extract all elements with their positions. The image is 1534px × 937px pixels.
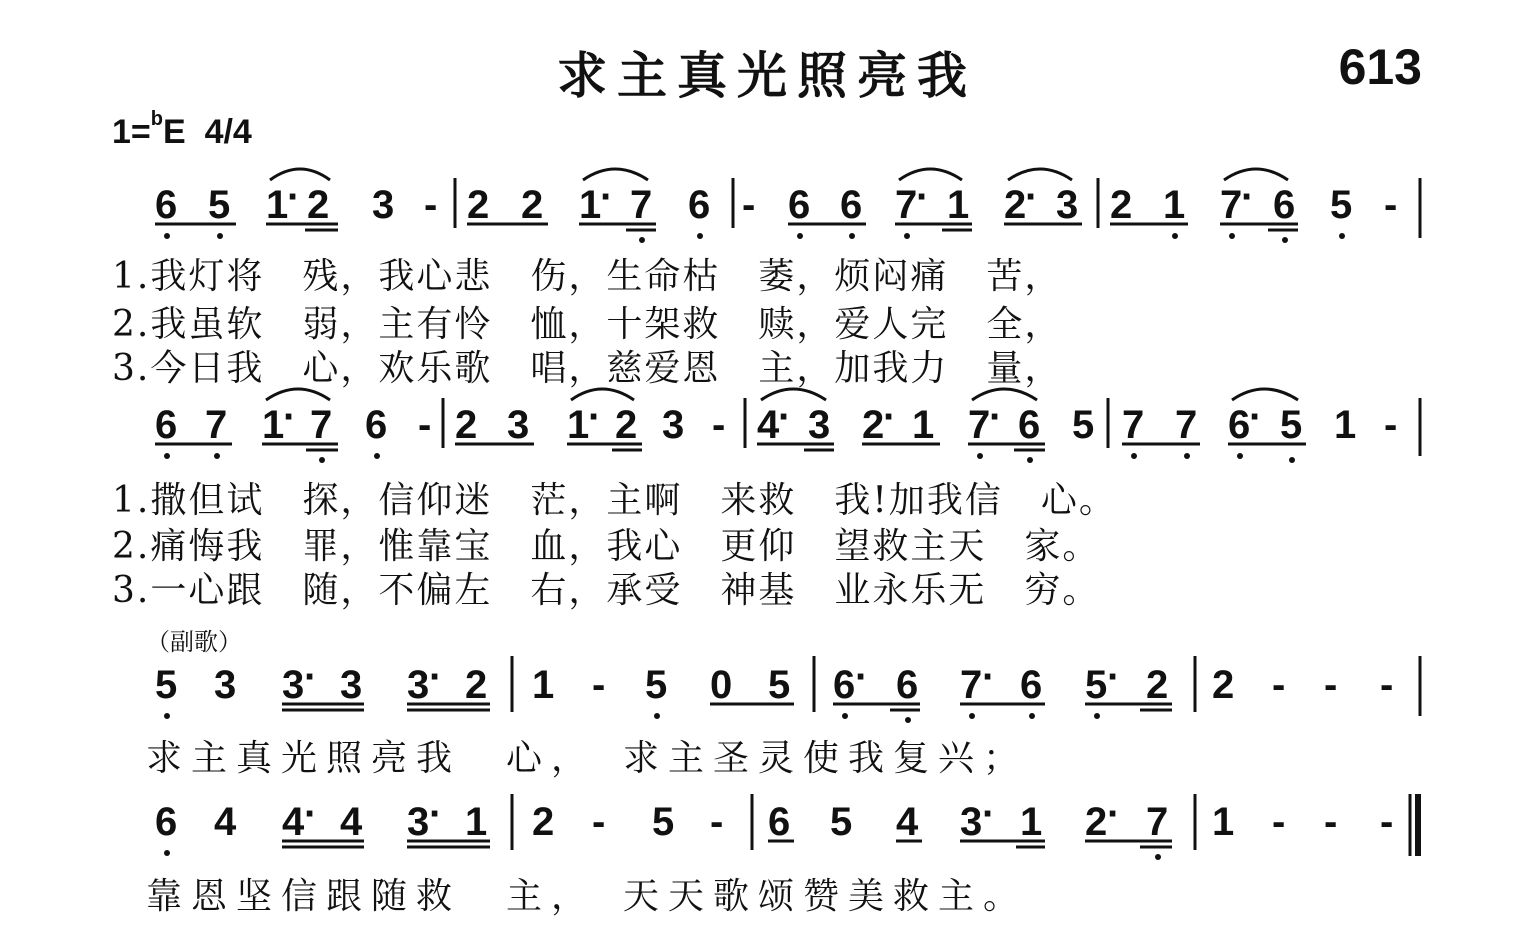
svg-text:7: 7: [1146, 800, 1169, 844]
svg-text:6: 6: [155, 183, 178, 227]
svg-text:·: ·: [429, 792, 443, 836]
svg-text:4: 4: [896, 800, 919, 844]
svg-text:4: 4: [340, 800, 363, 844]
svg-text:2: 2: [862, 403, 885, 447]
svg-text:5: 5: [768, 663, 791, 707]
notation-row-2: [155, 389, 1420, 463]
svg-text:6: 6: [155, 800, 178, 844]
meter: 4/4: [204, 113, 252, 151]
svg-text:7: 7: [310, 403, 333, 447]
notation-row-1: [155, 169, 1420, 243]
svg-text:2: 2: [467, 183, 490, 227]
svg-text:6: 6: [1018, 403, 1041, 447]
svg-text:2: 2: [615, 403, 638, 447]
svg-text:-: -: [1272, 663, 1286, 707]
svg-text:1: 1: [1163, 183, 1186, 227]
svg-text:·: ·: [1241, 175, 1255, 219]
svg-text:·: ·: [283, 395, 297, 439]
svg-text:-: -: [592, 800, 606, 844]
svg-text:7: 7: [1220, 183, 1243, 227]
svg-text:·: ·: [989, 395, 1003, 439]
svg-text:3: 3: [214, 663, 237, 707]
svg-text:3: 3: [808, 403, 831, 447]
svg-text:3: 3: [340, 663, 363, 707]
svg-text:4: 4: [214, 800, 237, 844]
svg-text:·: ·: [304, 792, 318, 836]
svg-text:6: 6: [788, 183, 811, 227]
svg-text:7: 7: [1175, 403, 1198, 447]
verse-lyric-3a: 3.今日我 心，欢乐歌 唱，慈爱恩 主，加我力 量，: [112, 348, 1063, 389]
svg-text:·: ·: [1107, 655, 1121, 699]
svg-text:6: 6: [1020, 663, 1043, 707]
notation-row-3: [155, 655, 1420, 723]
key-note: E: [162, 113, 186, 151]
svg-text:·: ·: [982, 655, 996, 699]
svg-text:·: ·: [304, 655, 318, 699]
svg-text:2: 2: [1004, 183, 1027, 227]
chorus-lyric-2: 靠恩坚信跟随救 主， 天天歌颂赞美救主。: [146, 876, 1029, 917]
svg-text:7: 7: [968, 403, 991, 447]
svg-text:1: 1: [532, 663, 555, 707]
svg-text:·: ·: [1249, 395, 1263, 439]
svg-text:1: 1: [1020, 800, 1043, 844]
svg-text:·: ·: [600, 175, 614, 219]
svg-text:5: 5: [1330, 183, 1353, 227]
svg-text:6: 6: [155, 403, 178, 447]
svg-text:3: 3: [960, 800, 983, 844]
svg-text:-: -: [1384, 183, 1398, 227]
svg-text:1: 1: [262, 403, 285, 447]
svg-text:1: 1: [1212, 800, 1235, 844]
svg-text:5: 5: [1072, 403, 1095, 447]
svg-text:5: 5: [830, 800, 853, 844]
svg-text:7: 7: [895, 183, 918, 227]
svg-text:1: 1: [266, 183, 289, 227]
svg-text:5: 5: [208, 183, 231, 227]
svg-text:6: 6: [365, 403, 388, 447]
svg-text:7: 7: [1122, 403, 1145, 447]
hymn-number: 613: [1338, 39, 1422, 95]
svg-text:3: 3: [1056, 183, 1079, 227]
chorus-label: （副歌）: [146, 628, 242, 656]
svg-text:5: 5: [652, 800, 675, 844]
svg-text:-: -: [1324, 663, 1338, 707]
svg-text:-: -: [712, 403, 726, 447]
flat-sign: b: [150, 108, 163, 130]
svg-text:3: 3: [507, 403, 530, 447]
svg-text:2: 2: [455, 403, 478, 447]
verse-lyric-1b: 1.撒但试 探，信仰迷 茫，主啊 来救 我!加我信 心。: [112, 480, 1117, 521]
svg-text:-: -: [1272, 800, 1286, 844]
svg-text:0: 0: [710, 663, 733, 707]
chorus-lyric-1: 求主真光照亮我 心， 求主圣灵使我复兴；: [146, 738, 1029, 779]
svg-text:·: ·: [883, 395, 897, 439]
svg-text:3: 3: [407, 663, 430, 707]
svg-text:2: 2: [465, 663, 488, 707]
verse-lyric-2b: 2.痛悔我 罪，惟靠宝 血，我心 更仰 望救主天 家。: [112, 526, 1101, 567]
svg-text:-: -: [418, 403, 432, 447]
svg-text:·: ·: [1025, 175, 1039, 219]
svg-text:2: 2: [521, 183, 544, 227]
svg-text:3: 3: [282, 663, 305, 707]
svg-text:·: ·: [287, 175, 301, 219]
svg-text:5: 5: [1085, 663, 1108, 707]
svg-text:5: 5: [1280, 403, 1303, 447]
svg-text:1: 1: [912, 403, 935, 447]
verse-lyric-2a: 2.我虽软 弱，主有怜 恤，十架救 赎，爱人完 全，: [112, 304, 1063, 345]
svg-text:·: ·: [778, 395, 792, 439]
svg-text:1: 1: [947, 183, 970, 227]
svg-text:-: -: [742, 183, 756, 227]
svg-text:-: -: [592, 663, 606, 707]
svg-text:·: ·: [588, 395, 602, 439]
verse-lyric-3b: 3.一心跟 随，不偏左 右，承受 神基 业永乐无 穷。: [112, 570, 1101, 611]
svg-text:6: 6: [896, 663, 919, 707]
svg-text:·: ·: [855, 655, 869, 699]
svg-text:5: 5: [645, 663, 668, 707]
svg-text:6: 6: [1273, 183, 1296, 227]
svg-text:1: 1: [465, 800, 488, 844]
key-prefix: 1=: [112, 113, 151, 151]
svg-text:·: ·: [429, 655, 443, 699]
svg-text:7: 7: [205, 403, 228, 447]
verse-lyric-1a: 1.我灯将 残，我心悲 伤，生命枯 萎，烦闷痛 苦，: [112, 256, 1063, 297]
svg-text:6: 6: [840, 183, 863, 227]
svg-text:-: -: [1380, 663, 1394, 707]
svg-text:·: ·: [916, 175, 930, 219]
svg-text:2: 2: [532, 800, 555, 844]
svg-text:-: -: [424, 183, 438, 227]
svg-text:-: -: [1380, 800, 1394, 844]
svg-text:7: 7: [960, 663, 983, 707]
svg-text:4: 4: [757, 403, 780, 447]
svg-text:6: 6: [833, 663, 856, 707]
svg-text:4: 4: [282, 800, 305, 844]
svg-text:6: 6: [1228, 403, 1251, 447]
svg-text:2: 2: [1110, 183, 1133, 227]
svg-text:3: 3: [662, 403, 685, 447]
svg-text:7: 7: [630, 183, 653, 227]
svg-text:6: 6: [688, 183, 711, 227]
svg-text:·: ·: [982, 792, 996, 836]
svg-text:-: -: [710, 800, 724, 844]
svg-text:3: 3: [407, 800, 430, 844]
svg-text:-: -: [1384, 403, 1398, 447]
svg-text:3: 3: [372, 183, 395, 227]
svg-text:1: 1: [1334, 403, 1357, 447]
svg-text:6: 6: [768, 800, 791, 844]
hymn-title: 求主真光照亮我: [557, 47, 977, 105]
svg-text:2: 2: [1085, 800, 1108, 844]
svg-text:1: 1: [579, 183, 602, 227]
svg-text:-: -: [1324, 800, 1338, 844]
svg-text:1: 1: [567, 403, 590, 447]
notation-row-4: [155, 792, 1418, 860]
svg-text:2: 2: [1146, 663, 1169, 707]
svg-text:2: 2: [307, 183, 330, 227]
svg-text:·: ·: [1107, 792, 1121, 836]
svg-text:2: 2: [1212, 663, 1235, 707]
svg-text:5: 5: [155, 663, 178, 707]
